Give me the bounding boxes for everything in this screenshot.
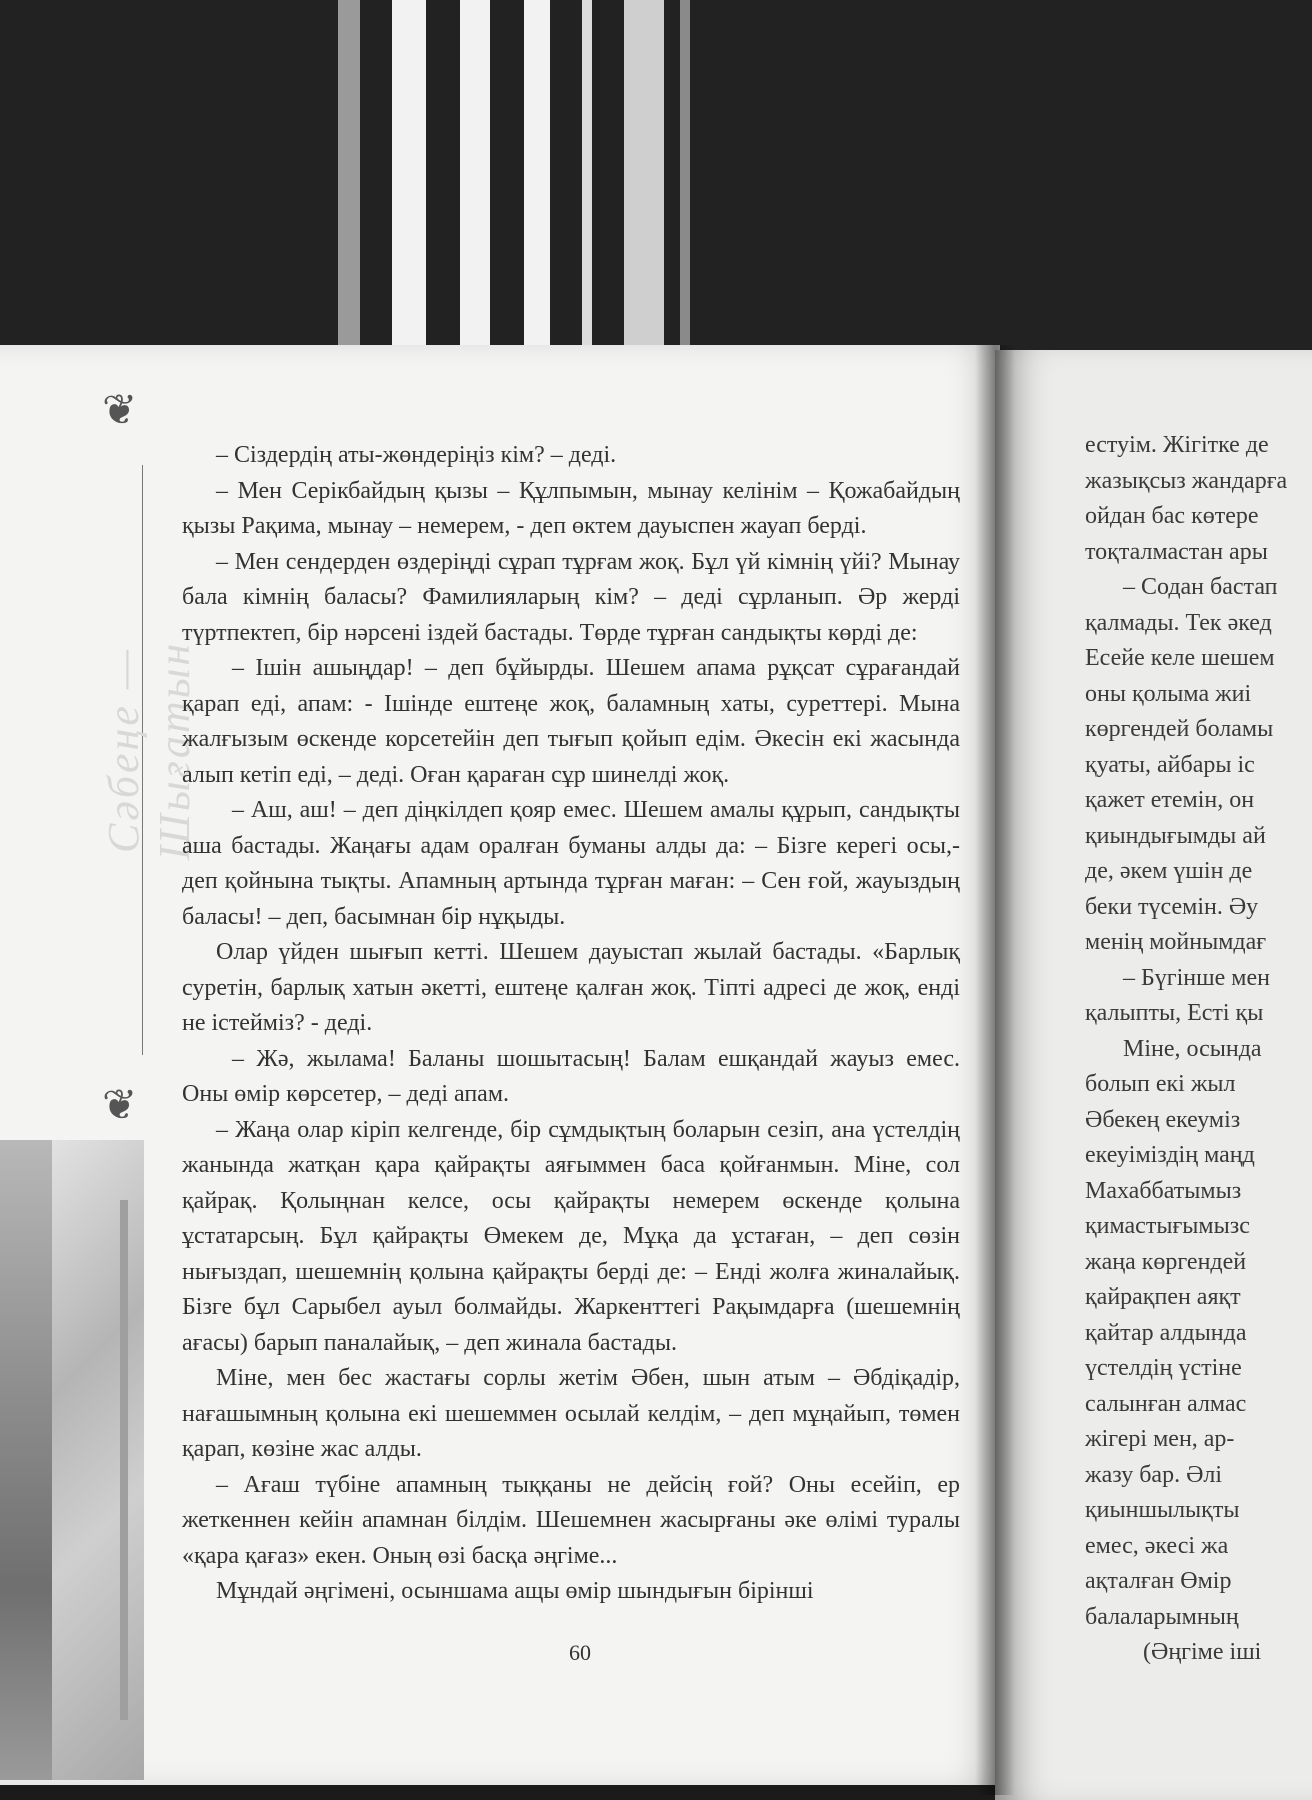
right-line: Махаббатымыз	[1085, 1177, 1242, 1204]
right-line: ақталған Өмір	[1085, 1568, 1232, 1594]
background-stripe	[680, 0, 690, 365]
background-stripe	[624, 0, 664, 365]
background-stripe	[460, 0, 490, 365]
right-line: – Бүгінше мен	[1123, 964, 1270, 991]
margin-photo-tree	[52, 1140, 144, 1780]
right-line: жазу бар. Әлі	[1085, 1461, 1223, 1488]
paragraph: – Мен сендерден өздеріңді сұрап тұрғам жоқ. Бұл үй кімнің үйі? Мынау бала кімнің баласы? Фамилияларың кім? – деді сұрланып. Әр жерді түртпектеп, бір нәрсені іздей бастады. Төрде тұрған сандықты көрді де:	[182, 548, 960, 646]
paragraph: – Сіздердің аты-жөндеріңіз кім? – деді.	[216, 442, 617, 468]
tree-trunk	[120, 1200, 128, 1720]
background-stripe	[524, 0, 550, 365]
right-line: қайрақпен аяқт	[1085, 1284, 1241, 1310]
ornament-middle-icon: ❦	[102, 1083, 138, 1129]
paragraph: – Мен Серікбайдың қызы – Құлпымын, мынау келінім – Қожабайдың қызы Рақима, мынау – немерем, - деп өктем дауыспен жауап берді.	[182, 477, 960, 539]
paragraph: – Жаңа олар кіріп келгенде, бір сұмдықтың боларын сезіп, ана үстелдің жанында жатқан қара қайрақты аяғыммен баса қойғанмын. Міне, сол қайрақ. Қолыңнан келсе, осы қайрақты немерем өскенде қолына ұстатарсың. Бұл қайрақты Өмекем де, Мұқа да ұстаған, – деп сөзін нығыздап, шешемнің қолына қайрақты берді де: – Енді жолға жиналайық. Бізге бұл Сарыбел ауыл болмайды. Жаркенттегі Рақымдарға (шешемнің ағасы) барып паналайық, – деп жинала бастады.	[182, 1116, 960, 1356]
right-line: көргендей боламы	[1085, 716, 1274, 742]
right-line: (Әңгіме іші	[1143, 1639, 1262, 1665]
right-line: менің мойнымдағ	[1085, 929, 1267, 955]
right-line: Есейе келе шешем	[1085, 645, 1275, 671]
right-line: де, әкем үшін де	[1085, 858, 1253, 884]
main-text	[182, 438, 960, 1610]
right-line: қалыпты, Есті қы	[1085, 1000, 1264, 1026]
right-line: қайтар алдында	[1085, 1319, 1247, 1346]
right-line: қиындығымды ай	[1085, 822, 1266, 849]
right-line: – Содан бастап	[1123, 574, 1278, 600]
right-line: емес, әкесі жа	[1085, 1532, 1229, 1559]
background-stripe	[338, 0, 360, 365]
dark-background	[0, 0, 1312, 370]
paragraph: – Аш, аш! – деп діңкілдеп қояр емес. Шешем амалы құрып, сандықты аша бастады. Жаңағы адам оралған буманы алды да: – Бізге керегі осы,- деп қойнына тықты. Апамның артында тұрған маған: – Сен ғой, жауыздың баласы! – деп, басымнан бір нұқыды.	[182, 797, 960, 930]
right-line: қимастығымызс	[1085, 1213, 1250, 1239]
right-line: жазықсыз жандарға	[1085, 467, 1288, 494]
right-line: оны қолыма жиі	[1085, 680, 1252, 707]
right-line: қажет етемін, он	[1085, 787, 1255, 813]
paragraph: Олар үйден шығып кетті. Шешем дауыстап жылай бастады. «Барлық суретін, барлық хатын әкетті, ештеңе қалған жоқ. Тіпті адресі де жоқ, енді не істейміз? - деді.	[182, 939, 960, 1036]
right-line: естуім. Жігітке де	[1085, 432, 1269, 458]
right-line: екеуіміздің маңд	[1085, 1142, 1255, 1168]
right-line: жігері мен, ар-	[1085, 1426, 1235, 1452]
right-line: жаңа көргендей	[1085, 1248, 1247, 1275]
background-stripe	[392, 0, 426, 365]
right-line: Әбекең екеуміз	[1085, 1106, 1241, 1133]
background-stripe	[582, 0, 592, 365]
right-line: балаларымның	[1085, 1603, 1239, 1630]
paragraph: – Ішін ашыңдар! – деп бұйырды. Шешем апама рұқсат сұрағандай қарап еді, апам: - Ішінде ештеңе жоқ, баламның хаты, суреттері. Мына жалғызым өскенде корсетейін деп тығып қойып едім. Әкесін екі жасында алып кетіп еді, – деді. Оған қараған сұр шинелді жоқ.	[182, 655, 960, 788]
paragraph: – Жә, жылама! Баланы шошытасың! Балам ешқандай жауыз емес. Оны өмір көрсетер, – деді апам.	[182, 1045, 960, 1107]
right-line: ойдан бас көтере	[1085, 503, 1259, 529]
margin-photo-strip	[0, 1140, 52, 1780]
right-page	[995, 350, 1312, 1800]
right-line: болып екі жыл	[1085, 1071, 1236, 1097]
right-line: беки түсемін. Әу	[1085, 893, 1259, 920]
right-line: тоқталмастан ары	[1085, 538, 1268, 565]
right-line: қалмады. Тек әкед	[1085, 609, 1272, 636]
paragraph: Міне, мен бес жастағы сорлы жетім Әбен, шын атым – Әбдіқадір, нағашымның қолына екі шешеммен осылай келдім, – деп мұңайып, төмен қарап, көзіне жас алды.	[182, 1365, 960, 1462]
right-line: қуаты, айбары іс	[1085, 751, 1255, 778]
right-line: қиыншылықты	[1085, 1497, 1240, 1523]
ornament-top-icon: ❦	[102, 388, 138, 434]
book-spine-shadow	[975, 345, 1015, 1795]
paragraph: – Ағаш түбіне апамның тыққаны не дейсің ғой? Оны есейіп, ер жеткеннен кейін апамнан білдім. Шешемнен жасырғаны әке өлімі туралы «қара қағаз» екен. Оның өзі басқа әңгіме...	[182, 1471, 960, 1569]
right-line: салынған алмас	[1085, 1390, 1247, 1417]
page-number: 60	[569, 1640, 591, 1665]
paragraph: Мұндай әңгімені, осыншама ащы өмір шындығын бірінші	[216, 1578, 814, 1604]
series-label: Сәбеңе — Шығатын	[99, 640, 199, 860]
right-page-text	[1085, 428, 1312, 1671]
right-line: Міне, осында	[1123, 1035, 1262, 1062]
right-line: үстелдің үстіне	[1085, 1355, 1242, 1381]
